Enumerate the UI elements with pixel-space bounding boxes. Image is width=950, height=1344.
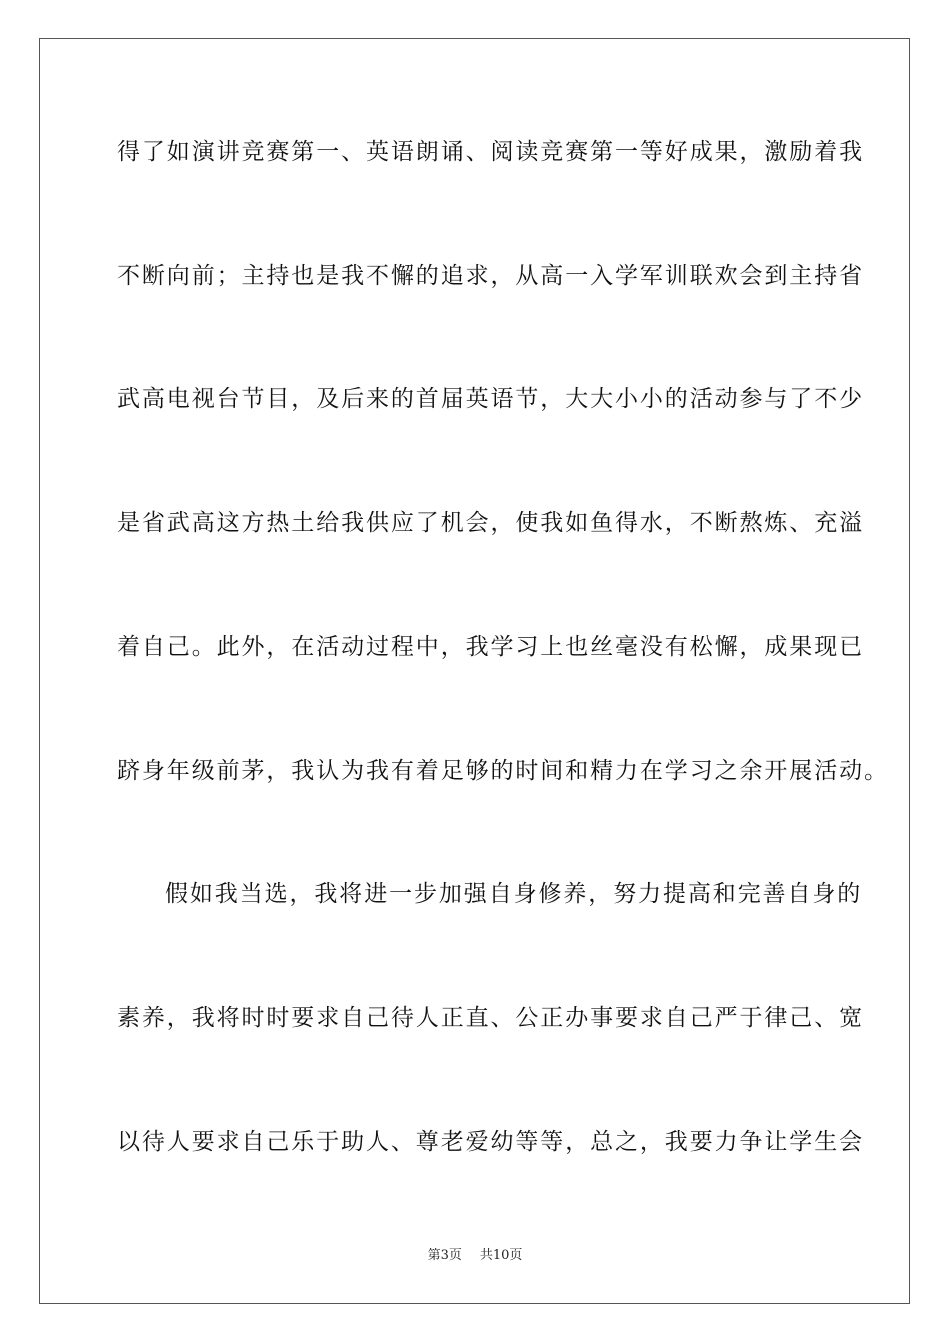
body-text-line: 是省武高这方热土给我供应了机会，使我如鱼得水，不断熬炼、充溢 [117,510,864,536]
body-text-line: 得了如演讲竞赛第一、英语朗诵、阅读竞赛第一等好成果，激励着我 [117,139,864,165]
page-border [39,38,910,1304]
body-text-line: 跻身年级前茅，我认为我有着足够的时间和精力在学习之余开展活动。 [117,758,889,784]
page-footer [0,1247,950,1265]
paragraph-first-line: 假如我当选，我将进一步加强自身修养，努力提高和完善自身的 [165,881,863,907]
page-number: 第3页 [427,1248,462,1263]
body-text-line: 不断向前；主持也是我不懈的追求，从高一入学军训联欢会到主持省 [117,263,864,289]
body-text-line: 着自己。此外，在活动过程中，我学习上也丝毫没有松懈，成果现已 [117,634,864,660]
body-text-line: 武高电视台节目，及后来的首届英语节，大大小小的活动参与了不少 [117,386,864,412]
body-text-line: 以待人要求自己乐于助人、尊老爱幼等等，总之，我要力争让学生会 [117,1129,864,1155]
body-text-line: 素养，我将时时要求自己待人正直、公正办事要求自己严于律己、宽 [117,1005,864,1031]
total-pages: 共10页 [479,1248,523,1263]
